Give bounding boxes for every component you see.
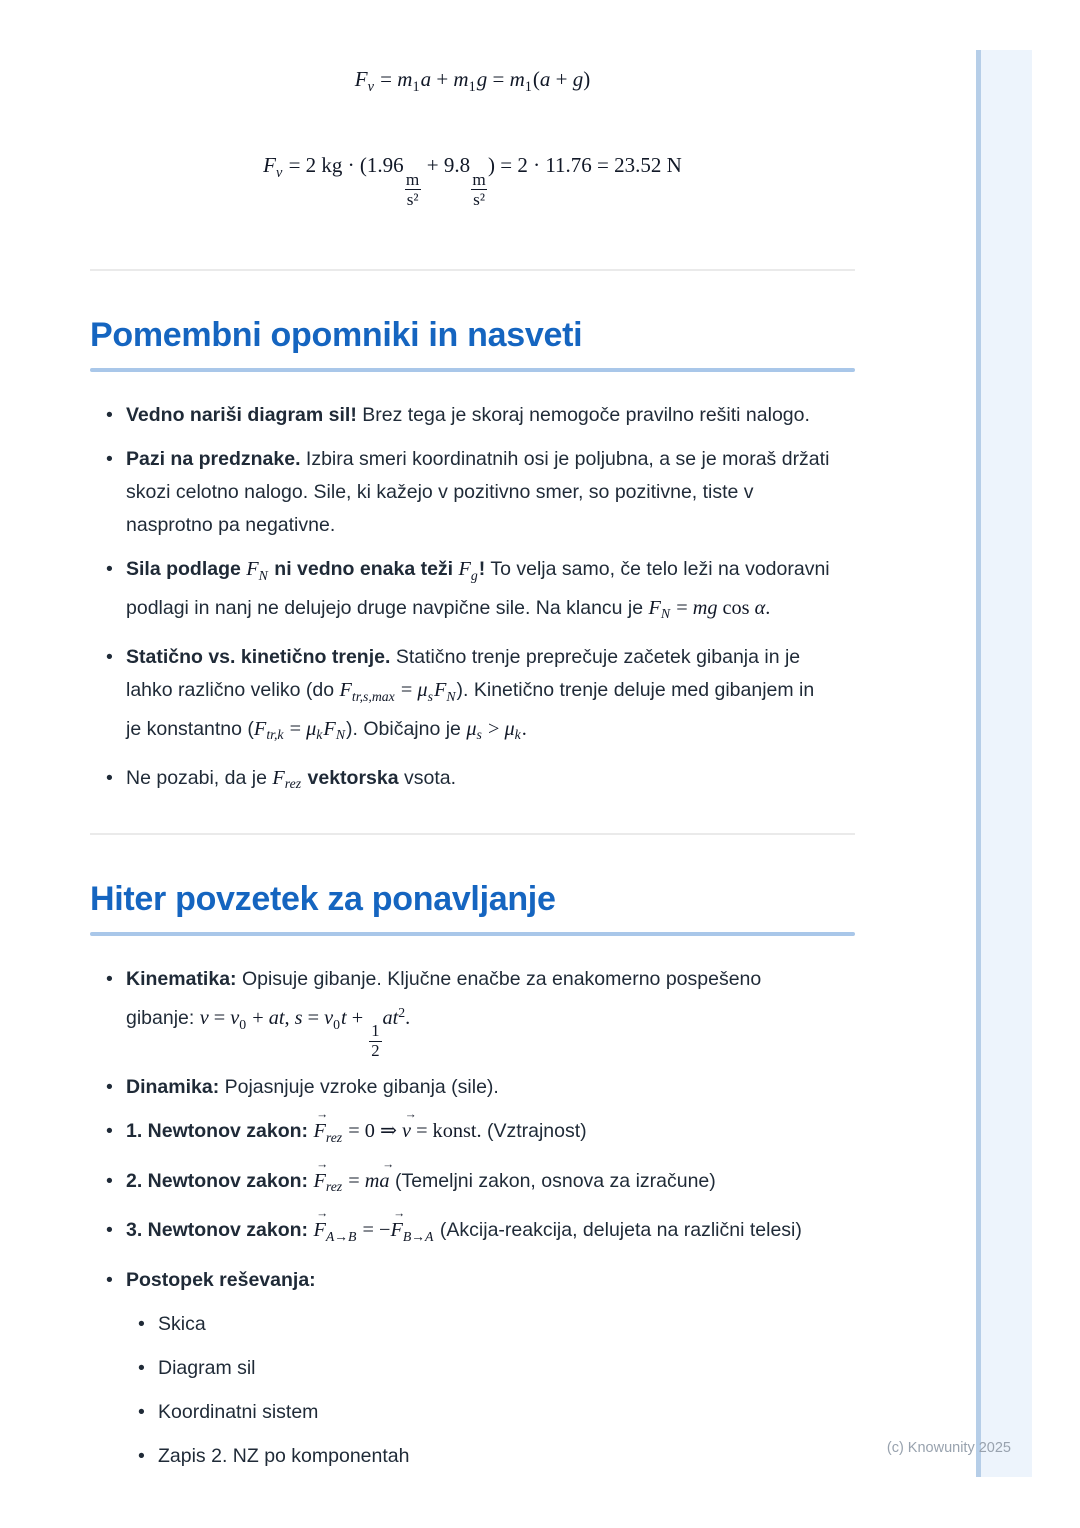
math-iv: F	[458, 558, 471, 581]
vector-symbol: → F	[313, 1206, 328, 1242]
bullet-item	[106, 1264, 832, 1473]
sub-bullet-item: • Diagram sil	[138, 1352, 832, 1385]
vector-arrow-icon: →	[393, 1206, 405, 1221]
math-iv: F	[263, 153, 276, 178]
body-text: vsota.	[398, 766, 457, 789]
math-iv: v	[230, 1007, 240, 1030]
bullet-item	[106, 641, 832, 751]
vector-symbol: → F	[313, 1107, 328, 1143]
vector-symbol: → F	[313, 1156, 328, 1192]
math-tx: ,	[284, 1007, 295, 1030]
math-sup: 2	[398, 1005, 406, 1021]
bold-text: vektorska	[302, 766, 399, 789]
section-divider	[90, 833, 855, 835]
formula-vertical-force-numeric	[90, 152, 855, 209]
side-stripe	[976, 50, 1032, 1477]
math-tx: + 9.8	[421, 153, 471, 178]
math-tx: = 2 kg · (1.96	[283, 153, 404, 178]
vector-arrow-icon: →	[316, 1107, 328, 1122]
vector-symbol: → F	[390, 1206, 405, 1242]
math-sub: rez	[325, 1179, 343, 1195]
math-sub: rez	[284, 776, 302, 792]
bold-text: ni vedno enaka teži	[268, 558, 459, 581]
math-tx: = −	[357, 1219, 391, 1242]
inline-math	[313, 1206, 434, 1244]
math-tx: =	[208, 1007, 231, 1030]
math-sub: A→B	[325, 1228, 357, 1244]
section-reminders	[90, 315, 855, 800]
body-text: ). Običajno je	[346, 717, 467, 740]
math-tx: ) = 2 · 11.76 = 23.52 N	[488, 153, 682, 178]
math-iv: F	[354, 67, 368, 91]
math-iv: mg	[692, 596, 718, 619]
math-iv: m	[397, 67, 413, 91]
math-tx: .	[521, 717, 527, 740]
math-tx: +	[346, 1007, 369, 1030]
inline-math	[199, 1005, 411, 1060]
math-sub: 1	[524, 78, 532, 95]
math-iv: m	[509, 67, 525, 91]
math-sub: 1	[468, 78, 476, 95]
body-text: ). Kinetično trenje deluje med gibanjem in je konstantno (	[126, 679, 815, 740]
math-sub: N	[446, 688, 456, 704]
math-tx: )	[583, 67, 591, 91]
math-iv: F	[253, 717, 267, 740]
math-sub: s	[476, 726, 482, 742]
math-iv: a	[539, 67, 551, 91]
math-iv: at	[382, 1007, 399, 1030]
math-sub: g	[470, 567, 478, 583]
math-tx: +	[247, 1007, 269, 1030]
bold-text: !	[478, 558, 486, 581]
sub-bullet-item: • Skica	[138, 1308, 832, 1341]
math-iv: F	[648, 596, 661, 619]
bullet-list	[90, 963, 855, 1472]
fraction: $\frac{m}{\text{s²}}$	[472, 169, 486, 210]
inline-math	[458, 558, 479, 583]
vector-arrow-icon: →	[316, 1156, 328, 1171]
inline-math	[246, 558, 269, 583]
section-heading: Pomembni opomniki in nasveti	[90, 316, 583, 355]
math-tx: =	[284, 717, 307, 740]
math-sub: N	[335, 726, 346, 742]
math-iv: α	[754, 596, 766, 619]
bullet-item	[106, 1156, 832, 1203]
math-tx: >	[482, 717, 505, 740]
math-iv: F	[323, 717, 336, 740]
math-iv: μ	[306, 717, 317, 740]
formula-vertical-force-symbolic	[90, 66, 855, 96]
math-tx: = konst.	[411, 1120, 482, 1143]
math-tx: (	[532, 67, 540, 91]
math-tx: =	[487, 67, 510, 91]
inline-math	[648, 596, 771, 622]
math-tx: .	[765, 596, 771, 619]
bold-text: Statično vs. kinetično trenje.	[126, 646, 391, 669]
math-iv: m	[364, 1169, 380, 1192]
bold-text: Vedno nariši diagram sil!	[126, 404, 357, 427]
bullet-list	[90, 399, 855, 800]
bold-text: Sila podlage	[126, 558, 247, 581]
section-summary	[90, 879, 855, 1472]
math-iv: v	[199, 1007, 209, 1030]
bold-text: 3. Newtonov zakon:	[126, 1219, 314, 1242]
bullet-item	[106, 1071, 832, 1104]
body-text: Ne pozabi, da je	[126, 766, 273, 789]
math-sub: v	[276, 164, 283, 181]
bold-text: Dinamika:	[126, 1076, 220, 1099]
bold-text: Pazi na predznake.	[126, 448, 301, 471]
inline-math	[466, 718, 527, 740]
body-text: (Akcija-reakcija, delujeta na različni telesi)	[434, 1219, 802, 1242]
body-text: Pojasnjuje vzroke gibanja (sile).	[219, 1076, 499, 1099]
math-tx: cos	[717, 596, 755, 619]
heading-underline	[90, 932, 855, 936]
math-tx: +	[550, 67, 573, 91]
bullet-item	[106, 399, 832, 432]
body-text: Statično trenje preprečuje začetek gibanja in je lahko različno veliko (do	[126, 646, 801, 702]
fraction: $\frac{m}{\text{s²}}$	[405, 169, 420, 210]
fraction: $\frac{1}{2}$	[371, 1021, 380, 1060]
math-sub: k	[514, 726, 521, 742]
math-tx: =	[343, 1169, 365, 1192]
math-iv: F	[246, 558, 259, 581]
bullet-item	[106, 553, 832, 630]
bold-text: 1. Newtonov zakon:	[126, 1120, 314, 1143]
bold-text: 2. Newtonov zakon:	[126, 1169, 314, 1192]
vector-arrow-icon: →	[382, 1156, 394, 1171]
math-iv: μ	[466, 717, 477, 740]
body-text: (Vztrajnost)	[481, 1120, 587, 1143]
math-sub: N	[660, 606, 671, 622]
math-sub: N	[258, 567, 268, 583]
math-sub: s	[427, 688, 433, 704]
math-tx: =	[671, 596, 693, 619]
bullet-item	[106, 963, 832, 1060]
document-content	[90, 0, 855, 1484]
body-text: Opisuje gibanje. Ključne enačbe za enakomerno pospešeno gibanje:	[126, 968, 762, 1030]
bullet-item	[106, 1107, 832, 1153]
math-iv: at	[268, 1007, 285, 1030]
vector-arrow-icon: →	[404, 1107, 416, 1122]
inline-math	[313, 1107, 482, 1145]
body-text: (Temeljni zakon, osnova za izračune)	[389, 1169, 716, 1192]
math-tx: =	[374, 67, 398, 91]
math-iv: F	[433, 679, 447, 702]
math-iv: F	[339, 679, 352, 702]
bullet-item	[106, 1206, 832, 1252]
vector-symbol: → v	[402, 1107, 416, 1143]
math-iv: g	[476, 67, 488, 91]
section-divider	[90, 269, 855, 271]
bullet-item	[106, 762, 832, 800]
math-iv: t	[341, 1007, 347, 1030]
math-iv: a	[420, 67, 432, 91]
inline-math	[339, 679, 457, 704]
body-text: Izbira smeri koordinatnih osi je poljubna, a se je moraš držati skozi celotno nalogo. Sile, ki kažejo v pozitivno smer, so pozitivne, tiste v nasprotno pa negativne.	[126, 448, 830, 537]
math-tx: +	[431, 67, 454, 91]
inline-math	[313, 1156, 394, 1195]
sub-bullet-item: • Koordinatni sistem	[138, 1396, 832, 1429]
math-sub: 0	[239, 1016, 247, 1032]
bold-text: Kinematika:	[126, 968, 237, 991]
bold-text: Postopek reševanja:	[126, 1268, 316, 1291]
sub-bullet-list	[126, 1308, 832, 1473]
math-tx: .	[405, 1007, 411, 1030]
math-iv: μ	[504, 717, 515, 740]
math-tx: = 0 ⇒	[343, 1120, 402, 1143]
math-iv: s	[294, 1007, 303, 1030]
inline-math	[254, 718, 346, 740]
section-heading: Hiter povzetek za ponavljanje	[90, 880, 556, 919]
math-iv: m	[453, 67, 469, 91]
watermark: (c) Knowunity 2025	[886, 1440, 1011, 1456]
math-sub: B→A	[402, 1228, 434, 1244]
math-iv: F	[272, 766, 285, 789]
math-iv: v	[324, 1007, 334, 1030]
math-tx: =	[395, 679, 418, 702]
math-iv: g	[572, 67, 584, 91]
inline-math	[272, 766, 302, 792]
heading-underline	[90, 368, 855, 372]
math-sub: tr,s,max	[351, 688, 395, 704]
math-sub: 0	[333, 1016, 340, 1032]
sub-bullet-item: • Zapis 2. NZ po komponentah	[138, 1440, 832, 1473]
bullet-item	[106, 443, 832, 542]
math-sub: 1	[412, 78, 420, 95]
math-sub: tr,k	[266, 726, 284, 742]
math-sub: k	[316, 726, 323, 742]
vector-symbol: → a	[379, 1156, 394, 1192]
vector-arrow-icon: →	[316, 1206, 328, 1221]
math-sub: v	[367, 78, 374, 95]
math-tx: =	[302, 1007, 325, 1030]
math-sub: rez	[325, 1129, 343, 1145]
body-text: To velja samo, če telo leži na vodoravni podlagi in nanj ne delujejo druge navpične sile. Na klancu je	[126, 558, 830, 619]
body-text: Brez tega je skoraj nemogoče pravilno rešiti nalogo.	[356, 404, 810, 427]
math-iv: μ	[417, 679, 428, 702]
